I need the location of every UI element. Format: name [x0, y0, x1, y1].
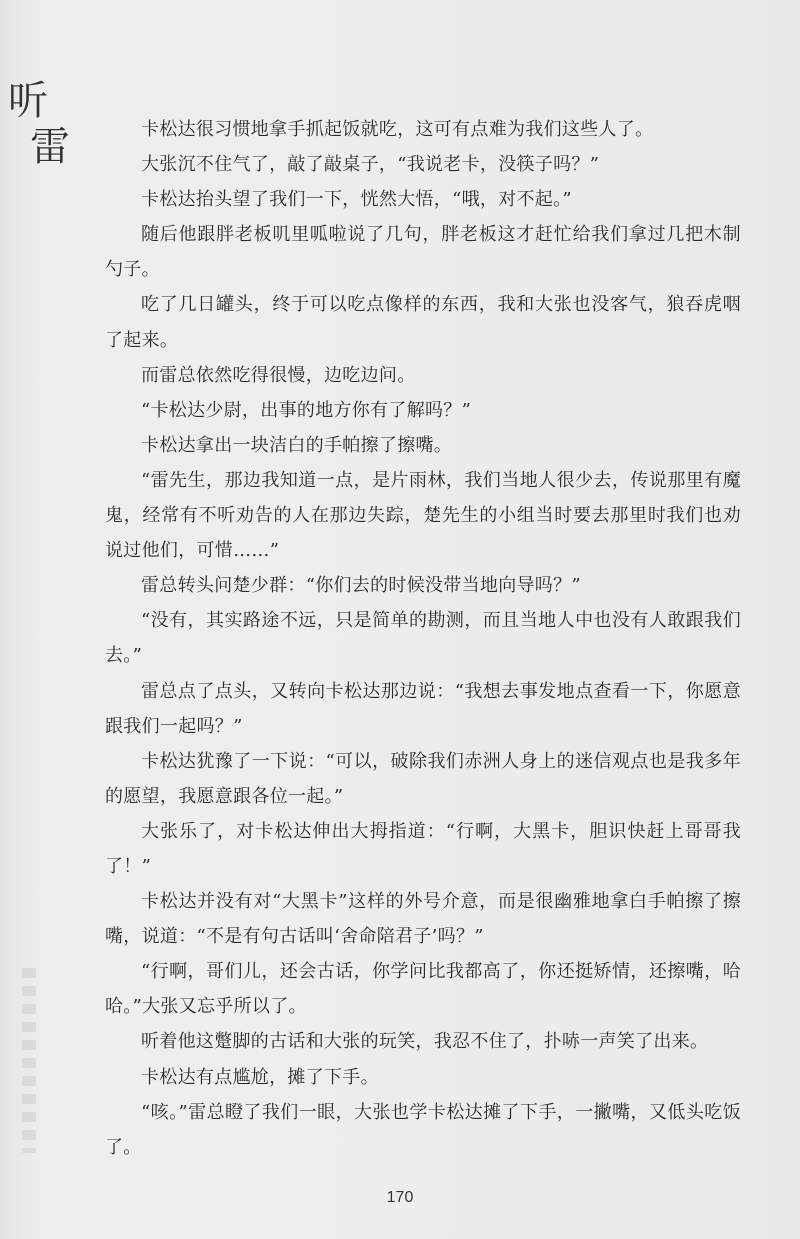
paragraph: 大张乐了，对卡松达伸出大拇指道：“行啊，大黑卡，胆识快赶上哥哥我了！”: [105, 820, 741, 877]
running-title-char-2: 雷: [30, 124, 70, 170]
paragraph: “咳。”雷总瞪了我们一眼，大张也学卡松达摊了下手，一撇嘴，又低头吃饭了。: [105, 1101, 741, 1158]
paragraph: “雷先生，那边我知道一点，是片雨林，我们当地人很少去，传说那里有魔鬼，经常有不听劝告的人在那边失踪，楚先生的小组当时要去那里时我们也劝说过他们，可惜……”: [105, 469, 741, 562]
paragraph: 吃了几日罐头，终于可以吃点像样的东西，我和大张也没客气，狼吞虎咽了起来。: [105, 294, 741, 351]
paragraph: 而雷总依然吃得很慢，边吃边问。: [141, 364, 416, 386]
bleed-through-edge: [22, 968, 36, 1153]
paragraph: 卡松达拿出一块洁白的手帕擦了擦嘴。: [141, 434, 453, 456]
body-text: [105, 112, 741, 1165]
paragraph: 雷总转头问楚少群：“你们去的时候没带当地向导吗？”: [141, 575, 581, 597]
paragraph: 大张沉不住气了，敲了敲桌子，“我说老卡，没筷子吗？”: [141, 154, 600, 176]
running-title: [8, 78, 70, 170]
paragraph: “卡松达少尉，出事的地方你有了解吗？”: [141, 399, 472, 421]
paragraph: “没有，其实路途不远，只是简单的勘测，而且当地人中也没有人敢跟我们去。”: [105, 610, 741, 667]
paragraph: “行啊，哥们儿，还会古话，你学问比我都高了，你还挺矫情，还擦嘴，哈哈。”大张又忘乎所以了。: [105, 961, 741, 1018]
running-title-char-1: 听: [8, 78, 48, 124]
paragraph: 卡松达犹豫了一下说：“可以，破除我们赤洲人身上的迷信观点也是我多年的愿望，我愿意跟各位一起。”: [105, 750, 741, 807]
paragraph: 雷总点了点头，又转向卡松达那边说：“我想去事发地点查看一下，你愿意跟我们一起吗？”: [105, 680, 741, 737]
paragraph: 卡松达很习惯地拿手抓起饭就吃，这可有点难为我们这些人了。: [141, 119, 654, 140]
paragraph: 随后他跟胖老板叽里呱啦说了几句，胖老板这才赶忙给我们拿过几把木制勺子。: [105, 224, 741, 281]
paragraph: 卡松达并没有对“大黑卡”这样的外号介意，而是很幽雅地拿白手帕擦了擦嘴，说道：“不是有句古话叫‘舍命陪君子’吗？”: [105, 891, 741, 948]
paragraph: 卡松达有点尴尬，摊了下手。: [141, 1066, 379, 1088]
page-number: 170: [386, 1189, 414, 1206]
paragraph: 卡松达抬头望了我们一下，恍然大悟，“哦，对不起。”: [141, 189, 572, 211]
paragraph: 听着他这蹩脚的古话和大张的玩笑，我忍不住了，扑哧一声笑了出来。: [141, 1031, 709, 1053]
